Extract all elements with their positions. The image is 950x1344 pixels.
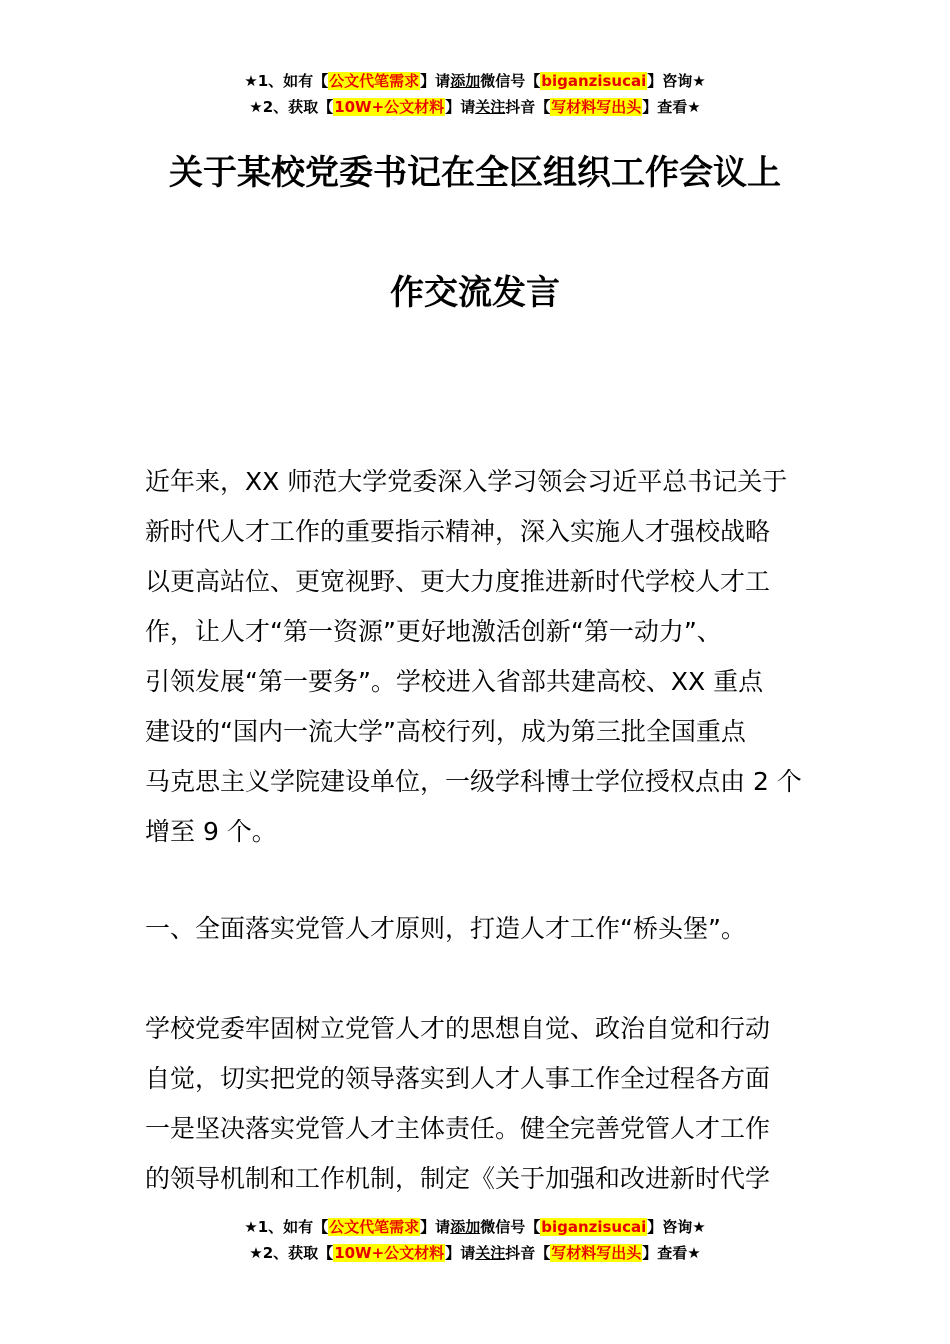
text-line: 作，让人才“第一资源”更好地激活创新“第一动力”、	[145, 617, 722, 646]
paragraph-1	[145, 457, 810, 857]
banner-text: 】咨询★	[647, 1218, 706, 1236]
banner-highlight: 公文代笔需求	[329, 72, 420, 90]
banner-line-2	[0, 1240, 950, 1266]
text-line: 一是坚决落实党管人才主体责任。健全完善党管人才工作	[145, 1114, 771, 1143]
text-line: 增至 9 个。	[145, 817, 277, 846]
banner-text: ★2、获取【	[249, 1244, 334, 1262]
banner-emphasis: 添加	[450, 1218, 481, 1236]
text-line: 近年来，XX 师范大学党委深入学习领会习近平总书记关于	[145, 467, 788, 496]
banner-emphasis: 关注	[475, 98, 506, 116]
banner-text: 微信号【	[480, 72, 541, 90]
banner-text: 】请	[445, 98, 476, 116]
section-heading-1	[145, 904, 810, 954]
banner-highlight: biganzisucai	[541, 72, 647, 90]
banner-text: 】咨询★	[647, 72, 706, 90]
text-line: 引领发展“第一要务”。学校进入省部共建高校、XX 重点	[145, 667, 764, 696]
text-line: 马克思主义学院建设单位，一级学科博士学位授权点由 2 个	[145, 767, 802, 796]
banner-text: 】查看★	[642, 98, 701, 116]
top-banner	[0, 68, 950, 120]
banner-text: ★1、如有【	[244, 1218, 329, 1236]
text-line: 学校党委牢固树立党管人才的思想自觉、政治自觉和行动	[145, 1014, 771, 1043]
banner-text: 微信号【	[480, 1218, 541, 1236]
banner-text: 】请	[445, 1244, 476, 1262]
banner-text: 抖音【	[505, 1244, 551, 1262]
banner-highlight: 公文代笔需求	[329, 1218, 420, 1236]
banner-highlight: 写材料写出头	[551, 98, 642, 116]
text-line: 自觉，切实把党的领导落实到人才人事工作全过程各方面	[145, 1064, 771, 1093]
document-title-line-2: 作交流发言	[390, 273, 560, 313]
text-line: 新时代人才工作的重要指示精神，深入实施人才强校战略	[145, 517, 771, 546]
document-title-line-1: 关于某校党委书记在全区组织工作会议上	[169, 153, 781, 193]
banner-highlight: 写材料写出头	[551, 1244, 642, 1262]
banner-line-1	[0, 1214, 950, 1240]
banner-highlight: 10W+公文材料	[334, 1244, 445, 1262]
banner-emphasis: 关注	[475, 1244, 506, 1262]
banner-text: 抖音【	[505, 98, 551, 116]
banner-highlight: biganzisucai	[541, 1218, 647, 1236]
bottom-banner	[0, 1214, 950, 1266]
banner-text: 】请	[420, 72, 451, 90]
text-line: 以更高站位、更宽视野、更大力度推进新时代学校人才工	[145, 567, 771, 596]
banner-line-1	[0, 68, 950, 94]
heading-text: 一、全面落实党管人才原则，打造人才工作“桥头堡”。	[145, 914, 746, 943]
paragraph-2	[145, 1004, 810, 1204]
banner-highlight: 10W+公文材料	[334, 98, 445, 116]
banner-emphasis: 添加	[450, 72, 481, 90]
banner-text: ★2、获取【	[249, 98, 334, 116]
banner-text: 】请	[420, 1218, 451, 1236]
banner-text: 】查看★	[642, 1244, 701, 1262]
banner-text: ★1、如有【	[244, 72, 329, 90]
text-line: 建设的“国内一流大学”高校行列，成为第三批全国重点	[145, 717, 746, 746]
banner-line-2	[0, 94, 950, 120]
text-line: 的领导机制和工作机制，制定《关于加强和改进新时代学	[145, 1164, 771, 1193]
